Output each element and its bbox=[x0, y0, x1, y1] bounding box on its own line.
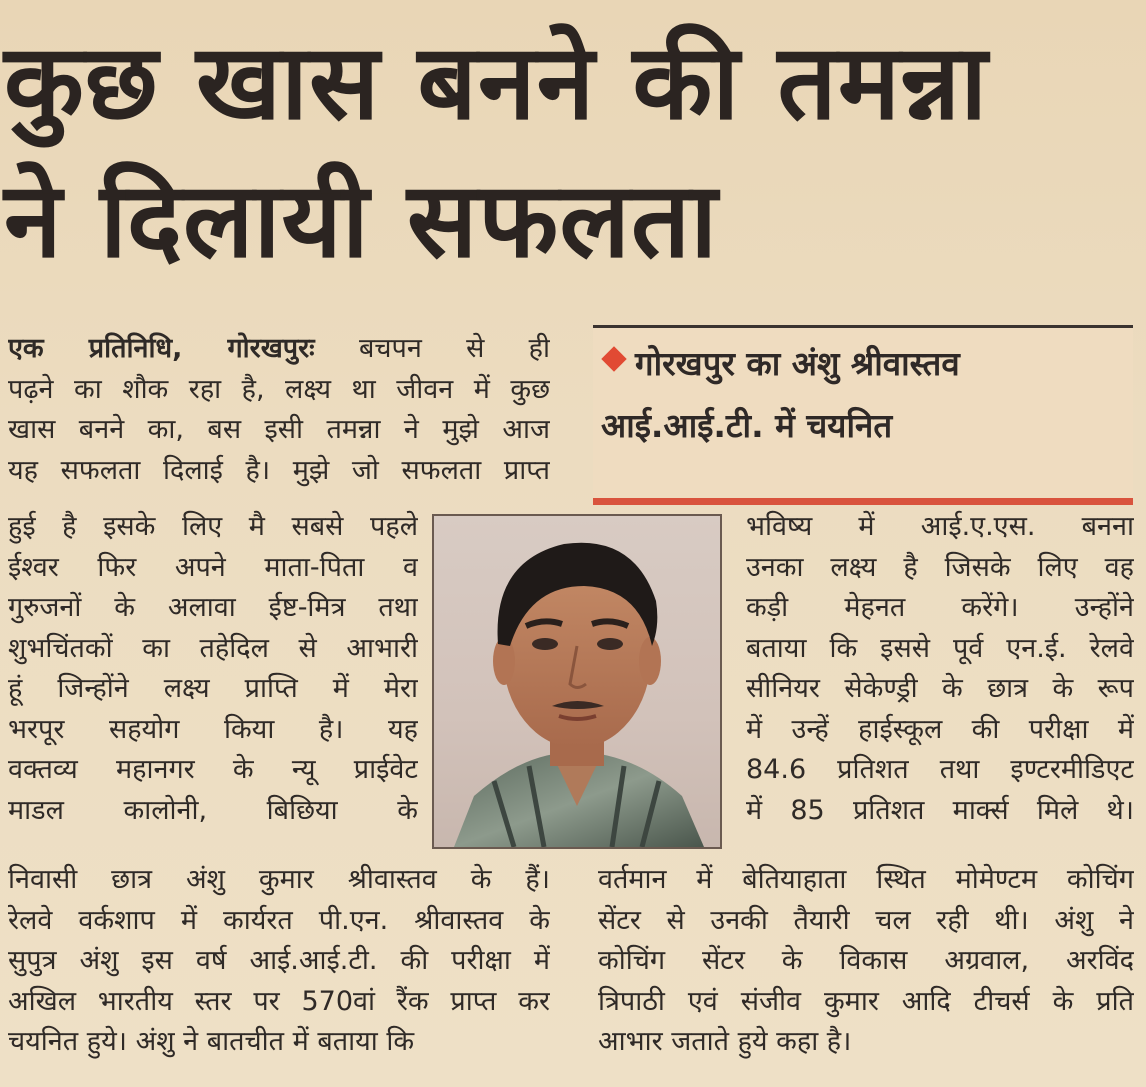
text-line: भविष्य में आई.ए.एस. बनना bbox=[746, 511, 1134, 542]
left-column-narrow bbox=[8, 507, 418, 831]
left-column-top bbox=[8, 329, 550, 491]
text-line: सेंटर से उनकी तैयारी चल रही थी। अंशु ने bbox=[598, 904, 1134, 936]
text-line: निवासी छात्र अंशु कुमार श्रीवास्तव के हैं। bbox=[8, 864, 550, 895]
subhead-line-1: गोरखपुर का अंशु श्रीवास्तव bbox=[635, 344, 960, 383]
text-line: अखिल भारतीय स्तर पर 570वां रैंक प्राप्त कर bbox=[8, 985, 550, 1017]
text-line: सीनियर सेकेण्ड्री के छात्र के रूप bbox=[746, 673, 1134, 704]
dateline: एक प्रतिनिधि, गोरखपुरः bbox=[8, 333, 315, 364]
text-line: पढ़ने का शौक रहा है, लक्ष्य था जीवन में कुछ bbox=[8, 373, 550, 405]
text-line: खास बनने का, बस इसी तमन्ना ने मुझे आज bbox=[8, 414, 550, 445]
text-line: माडल कालोनी, बिछिया के bbox=[8, 794, 418, 826]
text-line: वर्तमान में बेतियाहाता स्थित मोमेण्टम कोचिंग bbox=[598, 864, 1134, 895]
subhead-line-2: आई.आई.टी. में चयनित bbox=[601, 406, 893, 445]
text-line: चयनित हुये। अंशु ने बातचीत में बताया कि bbox=[8, 1026, 415, 1057]
text-line: कोचिंग सेंटर के विकास अग्रवाल, अरविंद bbox=[598, 945, 1134, 976]
text-line: त्रिपाठी एवं संजीव कुमार आदि टीचर्स के प्रति bbox=[598, 985, 1134, 1017]
text-line: बताया कि इससे पूर्व एन.ई. रेलवे bbox=[746, 632, 1134, 664]
left-column-bottom bbox=[8, 860, 550, 1063]
text-line: में 85 प्रतिशत मार्क्स मिले थे। bbox=[746, 794, 1134, 826]
diamond-bullet-icon bbox=[601, 346, 626, 371]
text-line: 84.6 प्रतिशत तथा इण्टरमीडिएट bbox=[746, 754, 1134, 785]
text-line: में उन्हें हाईस्कूल की परीक्षा में bbox=[746, 713, 1134, 745]
text-line: हुई है इसके लिए मै सबसे पहले bbox=[8, 511, 418, 542]
portrait-photo bbox=[432, 514, 722, 849]
text-line: आभार जताते हुये कहा है। bbox=[598, 1026, 852, 1057]
text-line: हूं जिन्होंने लक्ष्य प्राप्ति में मेरा bbox=[8, 673, 418, 704]
text-line: गुरुजनों के अलावा ईष्ट-मित्र तथा bbox=[8, 592, 418, 623]
subhead-box bbox=[593, 325, 1133, 505]
text-line: उनका लक्ष्य है जिसके लिए वह bbox=[746, 551, 1134, 583]
headline-line-2: ने दिलायी सफलता bbox=[4, 159, 719, 281]
text-line: रेलवे वर्कशाप में कार्यरत पी.एन. श्रीवास्तव के bbox=[8, 904, 550, 936]
headline-line-1: कुछ खास बनने की तमन्ना bbox=[4, 21, 989, 143]
text-line: भरपूर सहयोग किया है। यह bbox=[8, 713, 418, 745]
text-line: वक्तव्य महानगर के न्यू प्राईवेट bbox=[8, 754, 418, 785]
text-line: ईश्वर फिर अपने माता-पिता व bbox=[8, 551, 418, 583]
text-line: बचपन से ही bbox=[358, 333, 550, 364]
text-line: शुभचिंतकों का तहेदिल से आभारी bbox=[8, 632, 418, 664]
text-line: सुपुत्र अंशु इस वर्ष आई.आई.टी. की परीक्षा में bbox=[8, 945, 550, 976]
text-line: कड़ी मेहनत करेंगे। उन्होंने bbox=[746, 592, 1134, 623]
right-column-bottom bbox=[598, 860, 1134, 1063]
right-column-narrow bbox=[746, 507, 1134, 831]
text-line: यह सफलता दिलाई है। मुझे जो सफलता प्राप्त bbox=[8, 454, 550, 486]
dateline-line bbox=[8, 329, 550, 370]
portrait-illustration bbox=[434, 516, 720, 847]
